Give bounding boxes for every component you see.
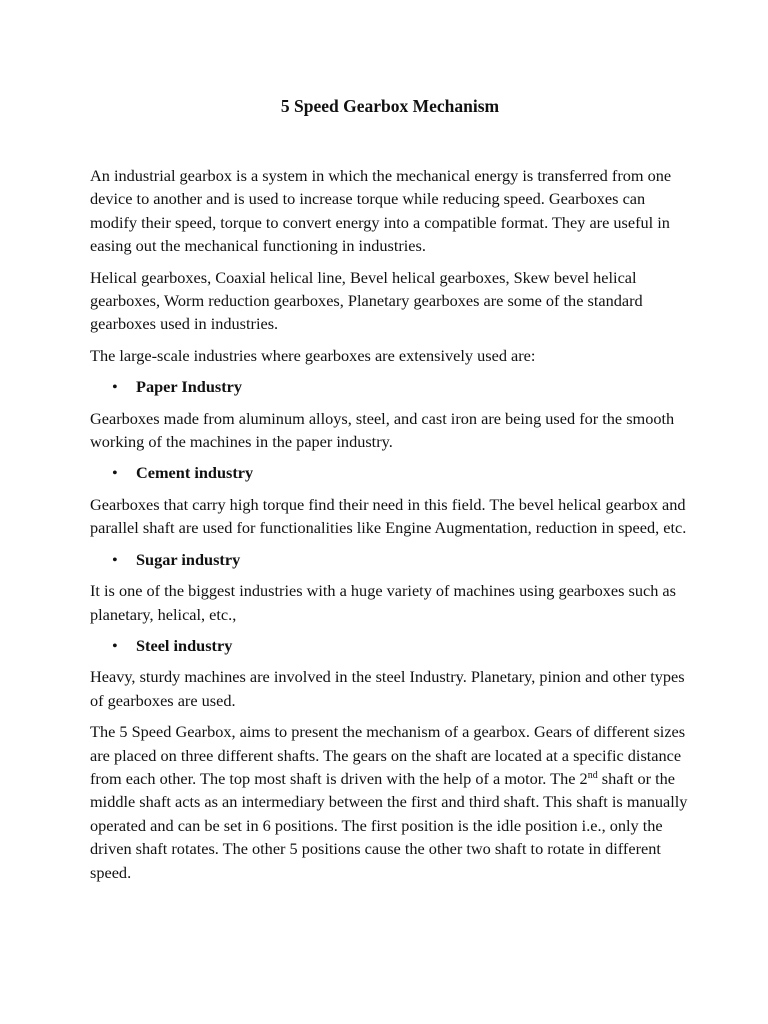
bullet-label: Sugar industry [136, 549, 241, 569]
bullet-cement-industry [90, 461, 690, 484]
bullet-dot: • [112, 635, 118, 655]
bullet-dot: • [112, 463, 118, 483]
cement-industry-paragraph: Gearboxes that carry high torque find their need in this field. The bevel helical gearbox and parallel shaft are used for functionalities like Engine Augmentation, reduction in speed, etc. [90, 494, 687, 538]
bullet-label: Cement industry [136, 463, 254, 483]
bullet-sugar-industry [90, 548, 690, 571]
ordinal-superscript: nd [587, 769, 598, 781]
bullet-paper-industry [90, 375, 690, 398]
sugar-industry-paragraph: It is one of the biggest industries with a huge variety of machines using gearboxes such as planetary, helical, etc., [90, 581, 676, 624]
bullet-label: Steel industry [136, 635, 233, 655]
document-title: 5 Speed Gearbox Mechanism [280, 96, 500, 116]
document-page [90, 94, 690, 884]
mechanism-text-part2: shaft or the middle shaft acts as an intermediary between the first and third shaft. This shaft is manually operated and can be set in 6 positions. The first position is the idle position i.e., only the driven shaft rotates. The other 5 positions cause the other two shaft to rotate in different speed. [90, 768, 688, 882]
mechanism-text-part1: The 5 Speed Gearbox, aims to present the mechanism of a gearbox. Gears of different sizes are placed on three different shafts. The gears on the shaft are located at a specific distance from each other. The top most shaft is driven with the help of a motor. The 2 [90, 722, 686, 788]
bullet-dot: • [112, 377, 118, 397]
gearbox-mechanism-paragraph [90, 720, 690, 884]
steel-industry-paragraph: Heavy, sturdy machines are involved in the steel Industry. Planetary, pinion and other types of gearboxes are used. [90, 667, 685, 710]
types-paragraph: Helical gearboxes, Coaxial helical line, Bevel helical gearboxes, Skew bevel helical gearboxes, Worm reduction gearboxes, Planetary gearboxes are some of the standard gearboxes used in industries. [90, 267, 643, 334]
bullet-steel-industry [90, 634, 690, 657]
intro-paragraph: An industrial gearbox is a system in which the mechanical energy is transferred from one device to another and is used to increase torque while reducing speed. Gearboxes can modify their speed, torque to convert energy into a compatible format. They are useful in easing out the mechanical functioning in industries. [90, 166, 672, 256]
bullet-label: Paper Industry [136, 377, 242, 397]
industries-intro-paragraph: The large-scale industries where gearboxes are extensively used are: [90, 345, 536, 365]
paper-industry-paragraph: Gearboxes made from aluminum alloys, steel, and cast iron are being used for the smooth working of the machines in the paper industry. [90, 408, 675, 452]
bullet-dot: • [112, 549, 118, 569]
